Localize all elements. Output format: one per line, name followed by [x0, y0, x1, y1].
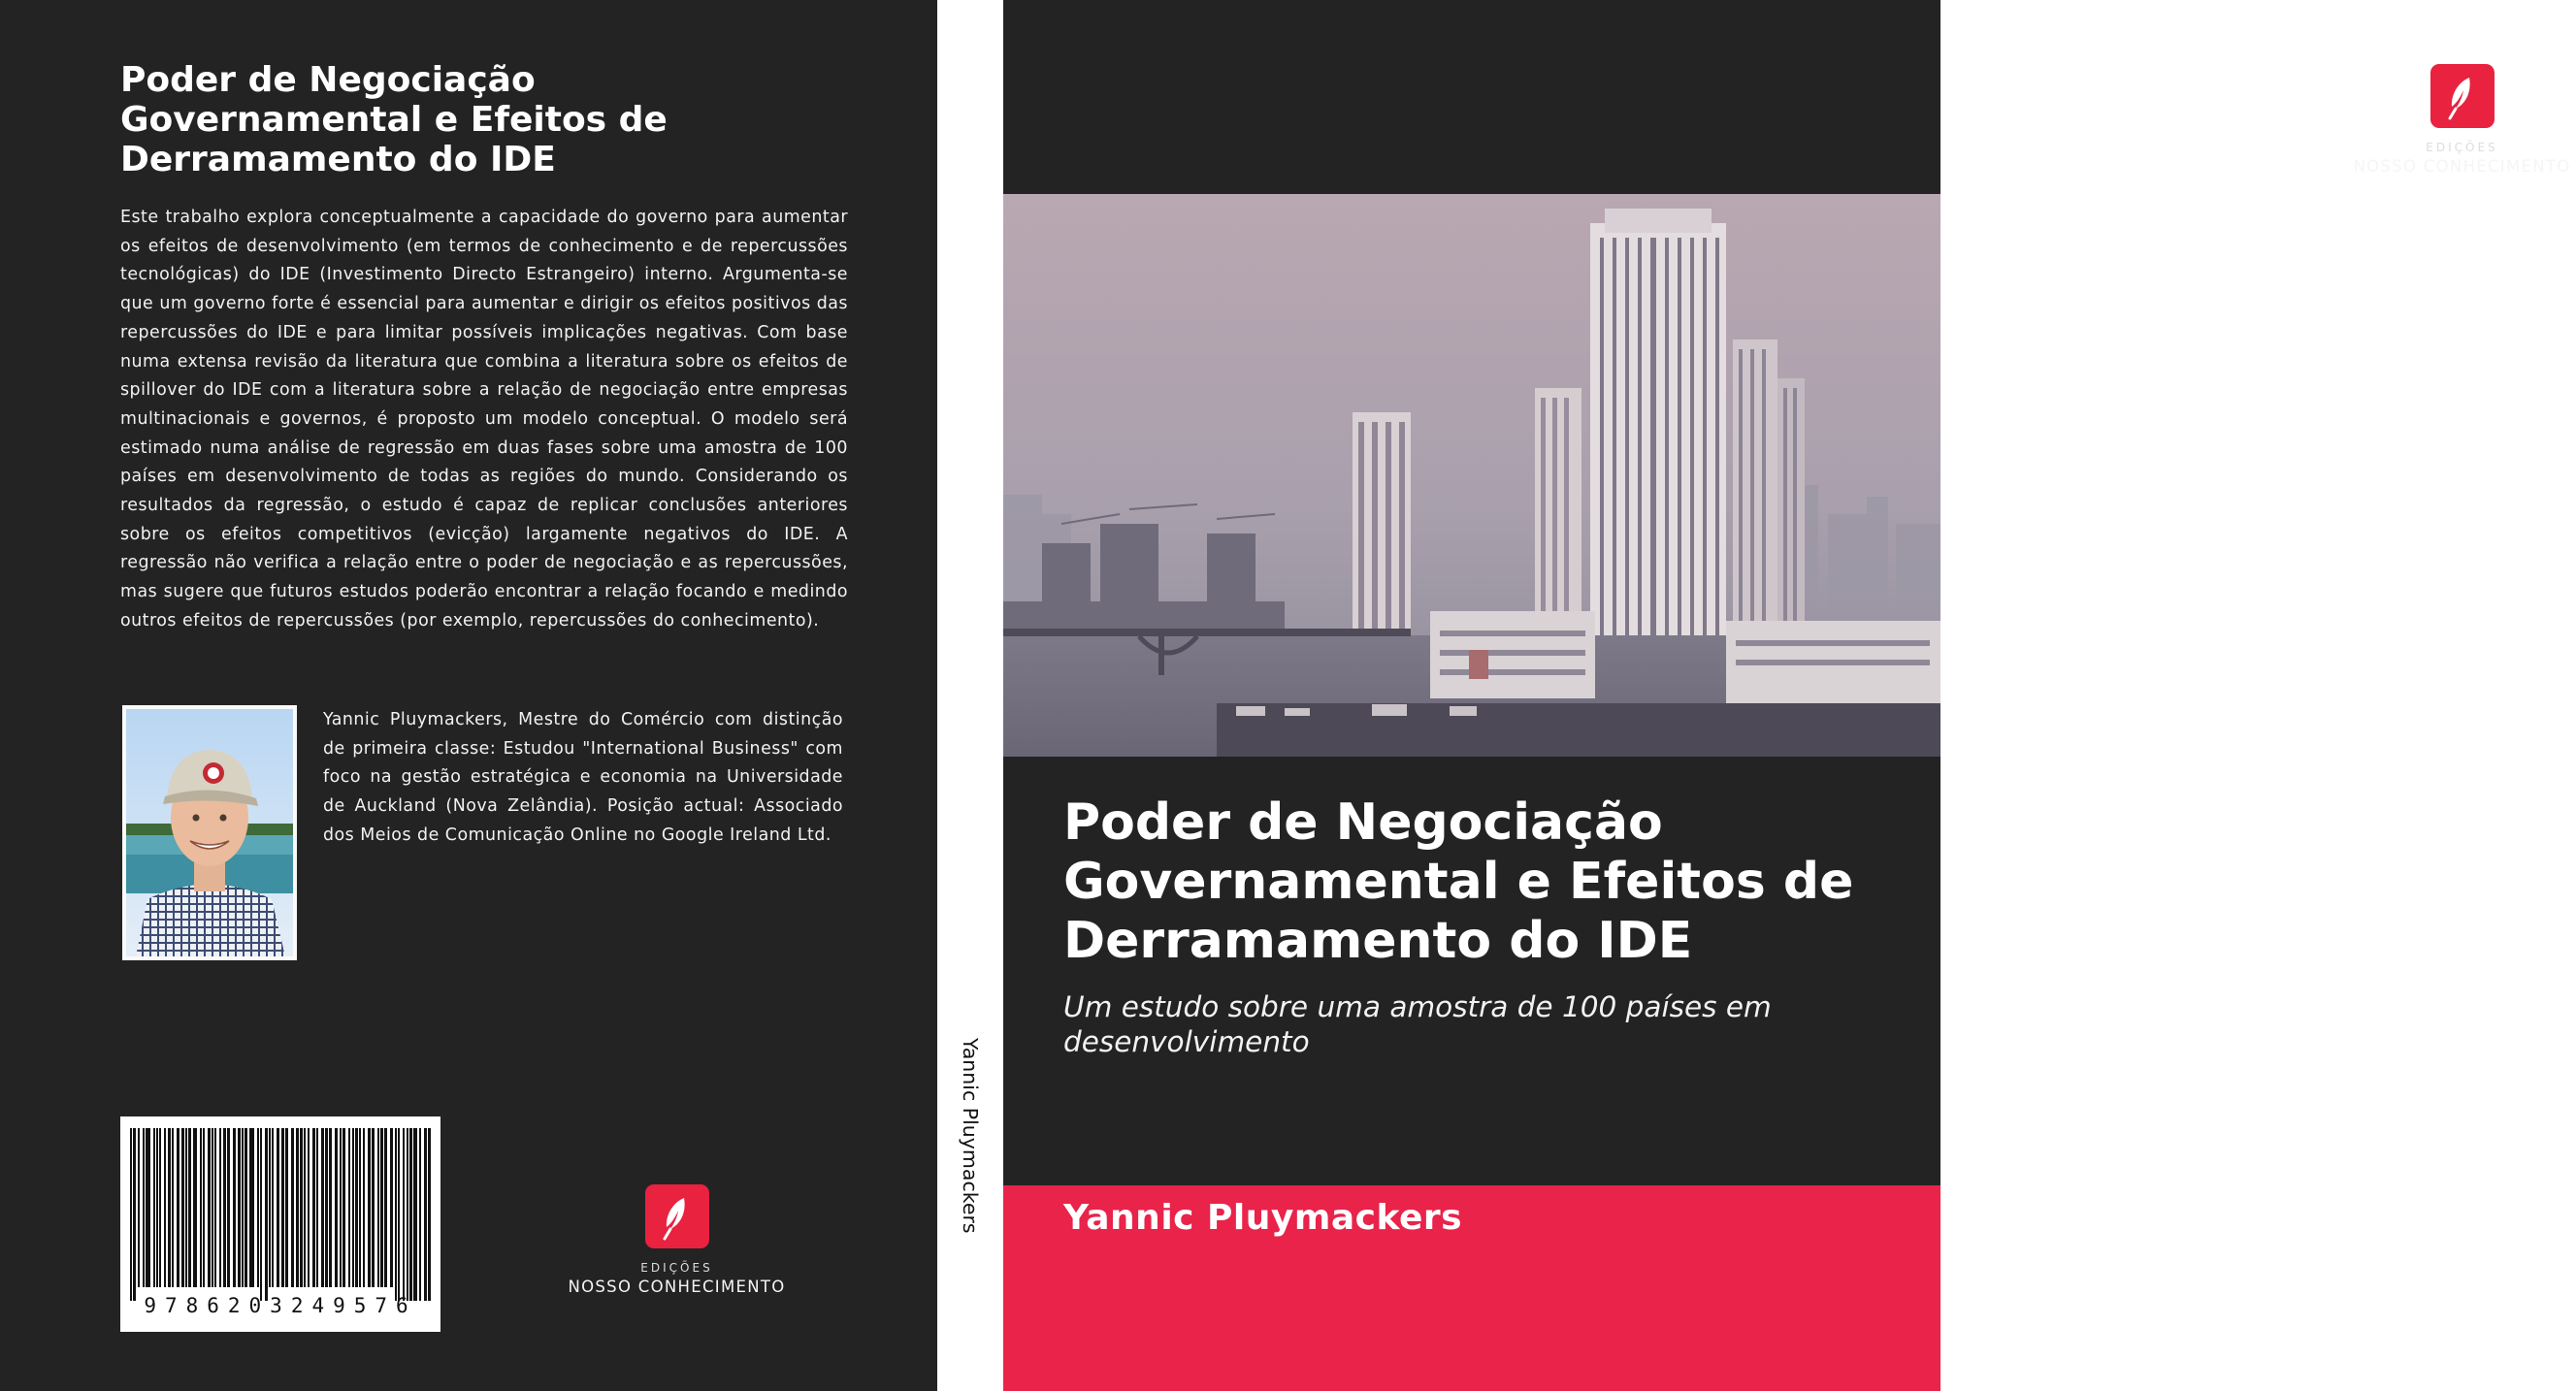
- barcode-bar: [419, 1128, 421, 1301]
- author-bio: Yannic Pluymackers, Mestre do Comércio com distinção de primeira classe: Estudou "International Business" com foco na gestão estratégica e economia na Universidade de Auckland (Nova Zelândia). Posição actual: Associado dos Meios de Comunicação Online no Google Ireland Ltd.: [323, 710, 843, 845]
- barcode-bar: [269, 1128, 271, 1287]
- barcode-bar: [193, 1128, 197, 1287]
- front-cover-author: Yannic Pluymackers: [1063, 1198, 1463, 1238]
- barcode-bar: [342, 1128, 345, 1287]
- barcode-bar: [257, 1128, 259, 1287]
- barcode-bar: [265, 1128, 268, 1301]
- barcode-bar: [352, 1128, 354, 1287]
- barcode-bar: [238, 1128, 241, 1287]
- barcode-bar: [242, 1128, 244, 1287]
- barcode-bar: [245, 1128, 247, 1287]
- barcode-bar: [227, 1128, 230, 1287]
- barcode-bar: [296, 1128, 299, 1287]
- barcode-bar: [413, 1128, 417, 1301]
- barcode-bar: [304, 1128, 306, 1287]
- front-cover-subtitle: Um estudo sobre uma amostra de 100 países em desenvolvimento: [1063, 990, 1772, 1058]
- barcode-bar: [272, 1128, 274, 1287]
- city-skyline-photo: [1003, 194, 1940, 757]
- spine-author: Yannic Pluymackers: [959, 1038, 982, 1234]
- barcode-bar: [143, 1128, 145, 1287]
- feather-quill-icon: [645, 1184, 709, 1248]
- barcode-bar: [177, 1128, 179, 1287]
- publisher-logo-front: [2348, 64, 2576, 177]
- barcode-bar: [329, 1128, 332, 1287]
- author-photo: [122, 705, 297, 960]
- front-cover-title: Poder de Negociação Governamental e Efeitos de Derramamento do IDE: [1063, 793, 1854, 970]
- barcode-bar: [153, 1128, 155, 1287]
- barcode-bar: [348, 1128, 350, 1287]
- back-cover: [0, 0, 937, 1391]
- barcode-bar: [368, 1128, 371, 1287]
- barcode-bar: [212, 1128, 213, 1287]
- barcode-bar: [249, 1128, 254, 1287]
- barcode-bar: [407, 1128, 408, 1301]
- barcode-bar: [168, 1128, 171, 1287]
- barcode-bar: [219, 1128, 221, 1287]
- barcode-bar: [390, 1128, 393, 1287]
- barcode-bar: [335, 1128, 338, 1287]
- barcode-bar: [185, 1128, 187, 1287]
- barcode-bar: [291, 1128, 294, 1287]
- barcode-bar: [372, 1128, 375, 1287]
- publisher-logo-small-text: EDIÇÕES: [2426, 141, 2498, 154]
- barcode-bar: [214, 1128, 216, 1287]
- isbn-barcode: [120, 1116, 440, 1332]
- barcode-bar: [424, 1128, 427, 1301]
- barcode-bar: [409, 1128, 412, 1301]
- barcode-bar: [363, 1128, 365, 1287]
- barcode-bar: [223, 1128, 226, 1287]
- barcode-bar: [359, 1128, 361, 1287]
- barcode-bar: [308, 1128, 310, 1287]
- barcode-bar: [355, 1128, 358, 1287]
- barcode-bar: [188, 1128, 191, 1287]
- author-portrait-image: [126, 709, 293, 956]
- front-cover: [1003, 0, 2571, 1391]
- barcode-bar: [203, 1128, 205, 1287]
- barcode-bar: [130, 1128, 132, 1301]
- barcode-bar: [316, 1128, 318, 1287]
- barcode-bar: [233, 1128, 236, 1287]
- barcode-bar: [281, 1128, 284, 1287]
- barcode-bar: [156, 1128, 158, 1287]
- barcode-bar: [384, 1128, 387, 1287]
- barcode-bar: [133, 1128, 136, 1301]
- barcode-bar: [181, 1128, 184, 1287]
- barcode-bar: [325, 1128, 328, 1287]
- publisher-logo-back: [563, 1184, 791, 1297]
- barcode-bar: [403, 1128, 405, 1301]
- back-cover-title: Poder de Negociação Governamental e Efeitos de Derramamento do IDE: [120, 60, 668, 179]
- barcode-bar: [398, 1128, 400, 1301]
- publisher-logo-name: NOSSO CONHECIMENTO: [568, 1278, 786, 1296]
- barcode-bar: [172, 1128, 174, 1287]
- barcode-bar: [300, 1128, 303, 1287]
- barcode-bar: [321, 1128, 324, 1287]
- barcode-bar: [312, 1128, 315, 1287]
- barcode-bar: [340, 1128, 342, 1287]
- barcode-bar: [428, 1128, 431, 1301]
- barcode-bar: [377, 1128, 379, 1287]
- barcode-bar: [208, 1128, 211, 1287]
- barcode-bar: [146, 1128, 150, 1287]
- publisher-logo-small-text: EDIÇÕES: [640, 1261, 713, 1275]
- barcode-bar: [395, 1128, 397, 1301]
- barcode-digits: 9786203249576: [144, 1294, 417, 1317]
- back-cover-blurb: Este trabalho explora conceptualmente a capacidade do governo para aumentar os efeitos de desenvolvimento (em termos de conhecimento e de repercussões tecnológicas) do IDE (Investimento Directo Estrangeiro) interno. Argumenta-se que um governo forte é essencial para aumentar e dirigir os efeitos positivos das repercussões do IDE e para limitar possíveis implicações negativas. Com base numa extensa revisão da literatura que combina a literatura sobre os efeitos de spillover do IDE com a literatura sobre a relação de negociação entre empresas multinacionais e governos, é proposto um modelo conceptual. O modelo será estimado numa análise de regressão em duas fases sobre uma amostra de 100 países em desenvolvimento de todas as regiões do mundo. Considerando os resultados da regressão, o estudo é capaz de replicar conclusões anteriores sobre os efeitos competitivos (evicção) largamente negativos do IDE. A regressão não verifica a relação entre o poder de negociação e as repercussões, mas sugere que futuros estudos poderão encontrar a relação focando e medindo outros efeitos de repercussões (por exemplo, repercussões do conhecimento).: [120, 208, 848, 631]
- barcode-bar: [159, 1128, 161, 1287]
- feather-quill-icon: [2430, 64, 2494, 128]
- barcode-bar: [164, 1128, 166, 1287]
- barcode-bar: [285, 1128, 288, 1287]
- barcode-bar: [380, 1128, 383, 1287]
- publisher-logo-name: NOSSO CONHECIMENTO: [2353, 157, 2571, 176]
- barcode-bar: [277, 1128, 279, 1287]
- barcode-bar: [260, 1128, 262, 1301]
- barcode-bar: [138, 1128, 140, 1287]
- book-spine: [937, 0, 1003, 1391]
- barcode-bar: [200, 1128, 202, 1287]
